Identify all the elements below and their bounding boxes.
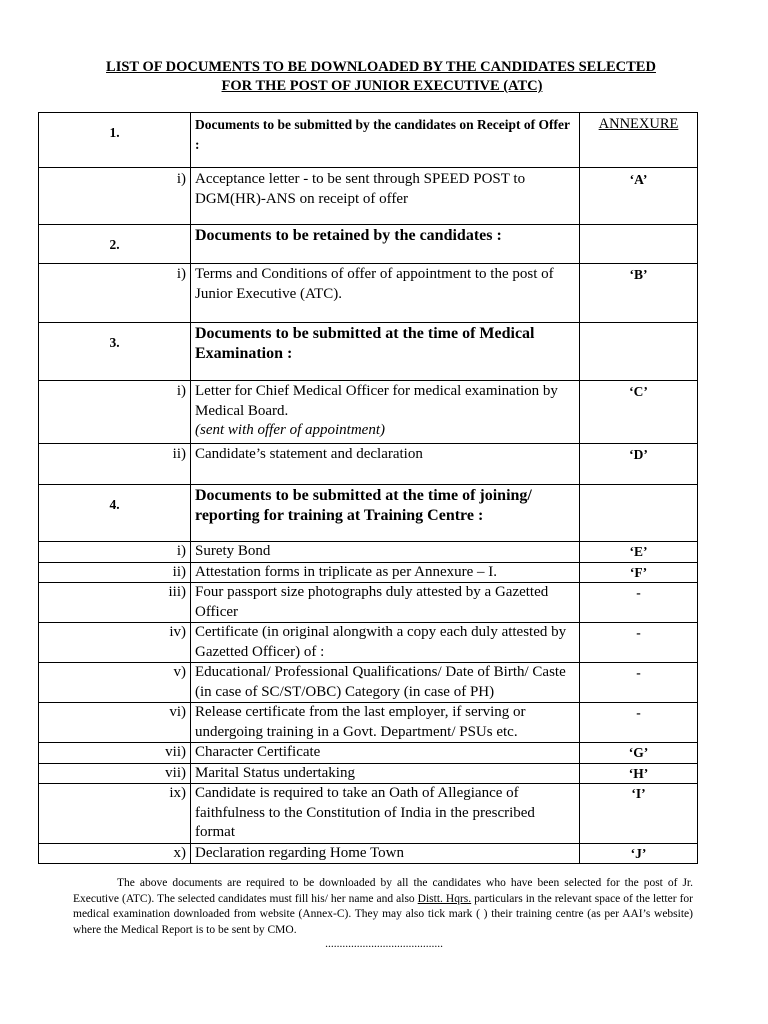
footer-text-part-1: The above documents are required to be downloaded by all the candidates who have been selected for the post of Jr. Executive (ATC). The selected candidates must fill his/ her name and also [73,877,693,905]
annexure-letter: ‘A’ [580,168,698,225]
table-row [39,743,698,764]
table-row [39,264,698,323]
item-text: Certificate (in original alongwith a copy each duly attested by Gazetted Officer) of : [191,623,580,663]
item-number: ii) [39,444,191,485]
documents-table [38,112,698,864]
empty-cell [580,225,698,264]
item-number: iii) [39,583,191,623]
annexure-letter: ‘E’ [580,542,698,563]
section-heading: Documents to be submitted at the time of joining/ reporting for training at Training Centre : [191,485,580,542]
table-row [39,623,698,663]
item-text: Candidate is required to take an Oath of Allegiance of faithfulness to the Constitution of India in the prescribed format [191,784,580,844]
table-row [39,583,698,623]
table-row [39,763,698,784]
item-text: Release certificate from the last employer, if serving or undergoing training in a Govt. Department/ PSUs etc. [191,703,580,743]
annexure-letter: ‘G’ [580,743,698,764]
section-heading: Documents to be submitted by the candidates on Receipt of Offer : [191,113,580,168]
annexure-letter: ‘H’ [580,763,698,784]
item-text: Candidate’s statement and declaration [191,444,580,485]
item-text: Letter for Chief Medical Officer for medical examination by Medical Board. [195,383,558,419]
item-text: Educational/ Professional Qualifications/ Date of Birth/ Caste (in case of SC/ST/OBC) Category (in case of PH) [191,663,580,703]
item-number: iv) [39,623,191,663]
item-text: Surety Bond [191,542,580,563]
item-number: ix) [39,784,191,844]
item-number: x) [39,843,191,864]
annexure-letter: ‘F’ [580,562,698,583]
section-heading: Documents to be retained by the candidates : [191,225,580,264]
section-number: 1. [39,113,191,168]
item-text: Attestation forms in triplicate as per Annexure – I. [191,562,580,583]
annexure-letter: - [580,703,698,743]
annexure-letter: - [580,623,698,663]
section-4-header-row [39,485,698,542]
item-number: i) [39,168,191,225]
section-1-header-row [39,113,698,168]
table-row [39,381,698,444]
table-row [39,703,698,743]
item-text: Acceptance letter - to be sent through SPEED POST to DGM(HR)-ANS on receipt of offer [191,168,580,225]
annexure-letter: - [580,663,698,703]
item-number: i) [39,542,191,563]
annexure-letter: ‘B’ [580,264,698,323]
section-3-header-row [39,323,698,381]
dotted-line: ......................................... [325,938,443,950]
annexure-letter: ‘D’ [580,444,698,485]
section-number: 2. [39,225,191,264]
item-text: Four passport size photographs duly attested by a Gazetted Officer [191,583,580,623]
footer-text-part-2: particulars in the relevant space of the letter for medical examination downloaded from website (Annex-C). They may also tick mark ( ) their training centre (as per AAI’s website) where the Medical Report is to be sent by CMO. [73,892,693,936]
section-heading: Documents to be submitted at the time of Medical Examination : [191,323,580,381]
item-number: i) [39,264,191,323]
annexure-letter: ‘J’ [580,843,698,864]
item-number: v) [39,663,191,703]
annexure-letter: ‘I’ [580,784,698,844]
empty-cell [580,485,698,542]
table-row [39,784,698,844]
item-number: vi) [39,703,191,743]
item-number: vii) [39,743,191,764]
table-row [39,562,698,583]
annexure-letter: ‘C’ [580,381,698,444]
section-number: 4. [39,485,191,542]
item-note: (sent with offer of appointment) [195,422,385,438]
footer-note [73,876,693,938]
footer-underlined-term: Distt. Hqrs. [417,892,472,905]
section-2-header-row [39,225,698,264]
section-number: 3. [39,323,191,381]
annexure-header: ANNEXURE [580,113,698,168]
table-row [39,663,698,703]
document-title-line-1: LIST OF DOCUMENTS TO BE DOWNLOADED BY THE CANDIDATES SELECTED [106,59,656,75]
item-number: vii) [39,763,191,784]
document-title-line-2: FOR THE POST OF JUNIOR EXECUTIVE (ATC) [221,78,543,94]
table-row [39,542,698,563]
item-number: ii) [39,562,191,583]
item-text: Marital Status undertaking [191,763,580,784]
item-text: Declaration regarding Home Town [191,843,580,864]
item-number: i) [39,381,191,444]
item-cell [191,381,580,444]
empty-cell [580,323,698,381]
table-row [39,168,698,225]
item-text: Character Certificate [191,743,580,764]
annexure-letter: - [580,583,698,623]
item-text: Terms and Conditions of offer of appointment to the post of Junior Executive (ATC). [191,264,580,323]
table-row [39,843,698,864]
table-row [39,444,698,485]
